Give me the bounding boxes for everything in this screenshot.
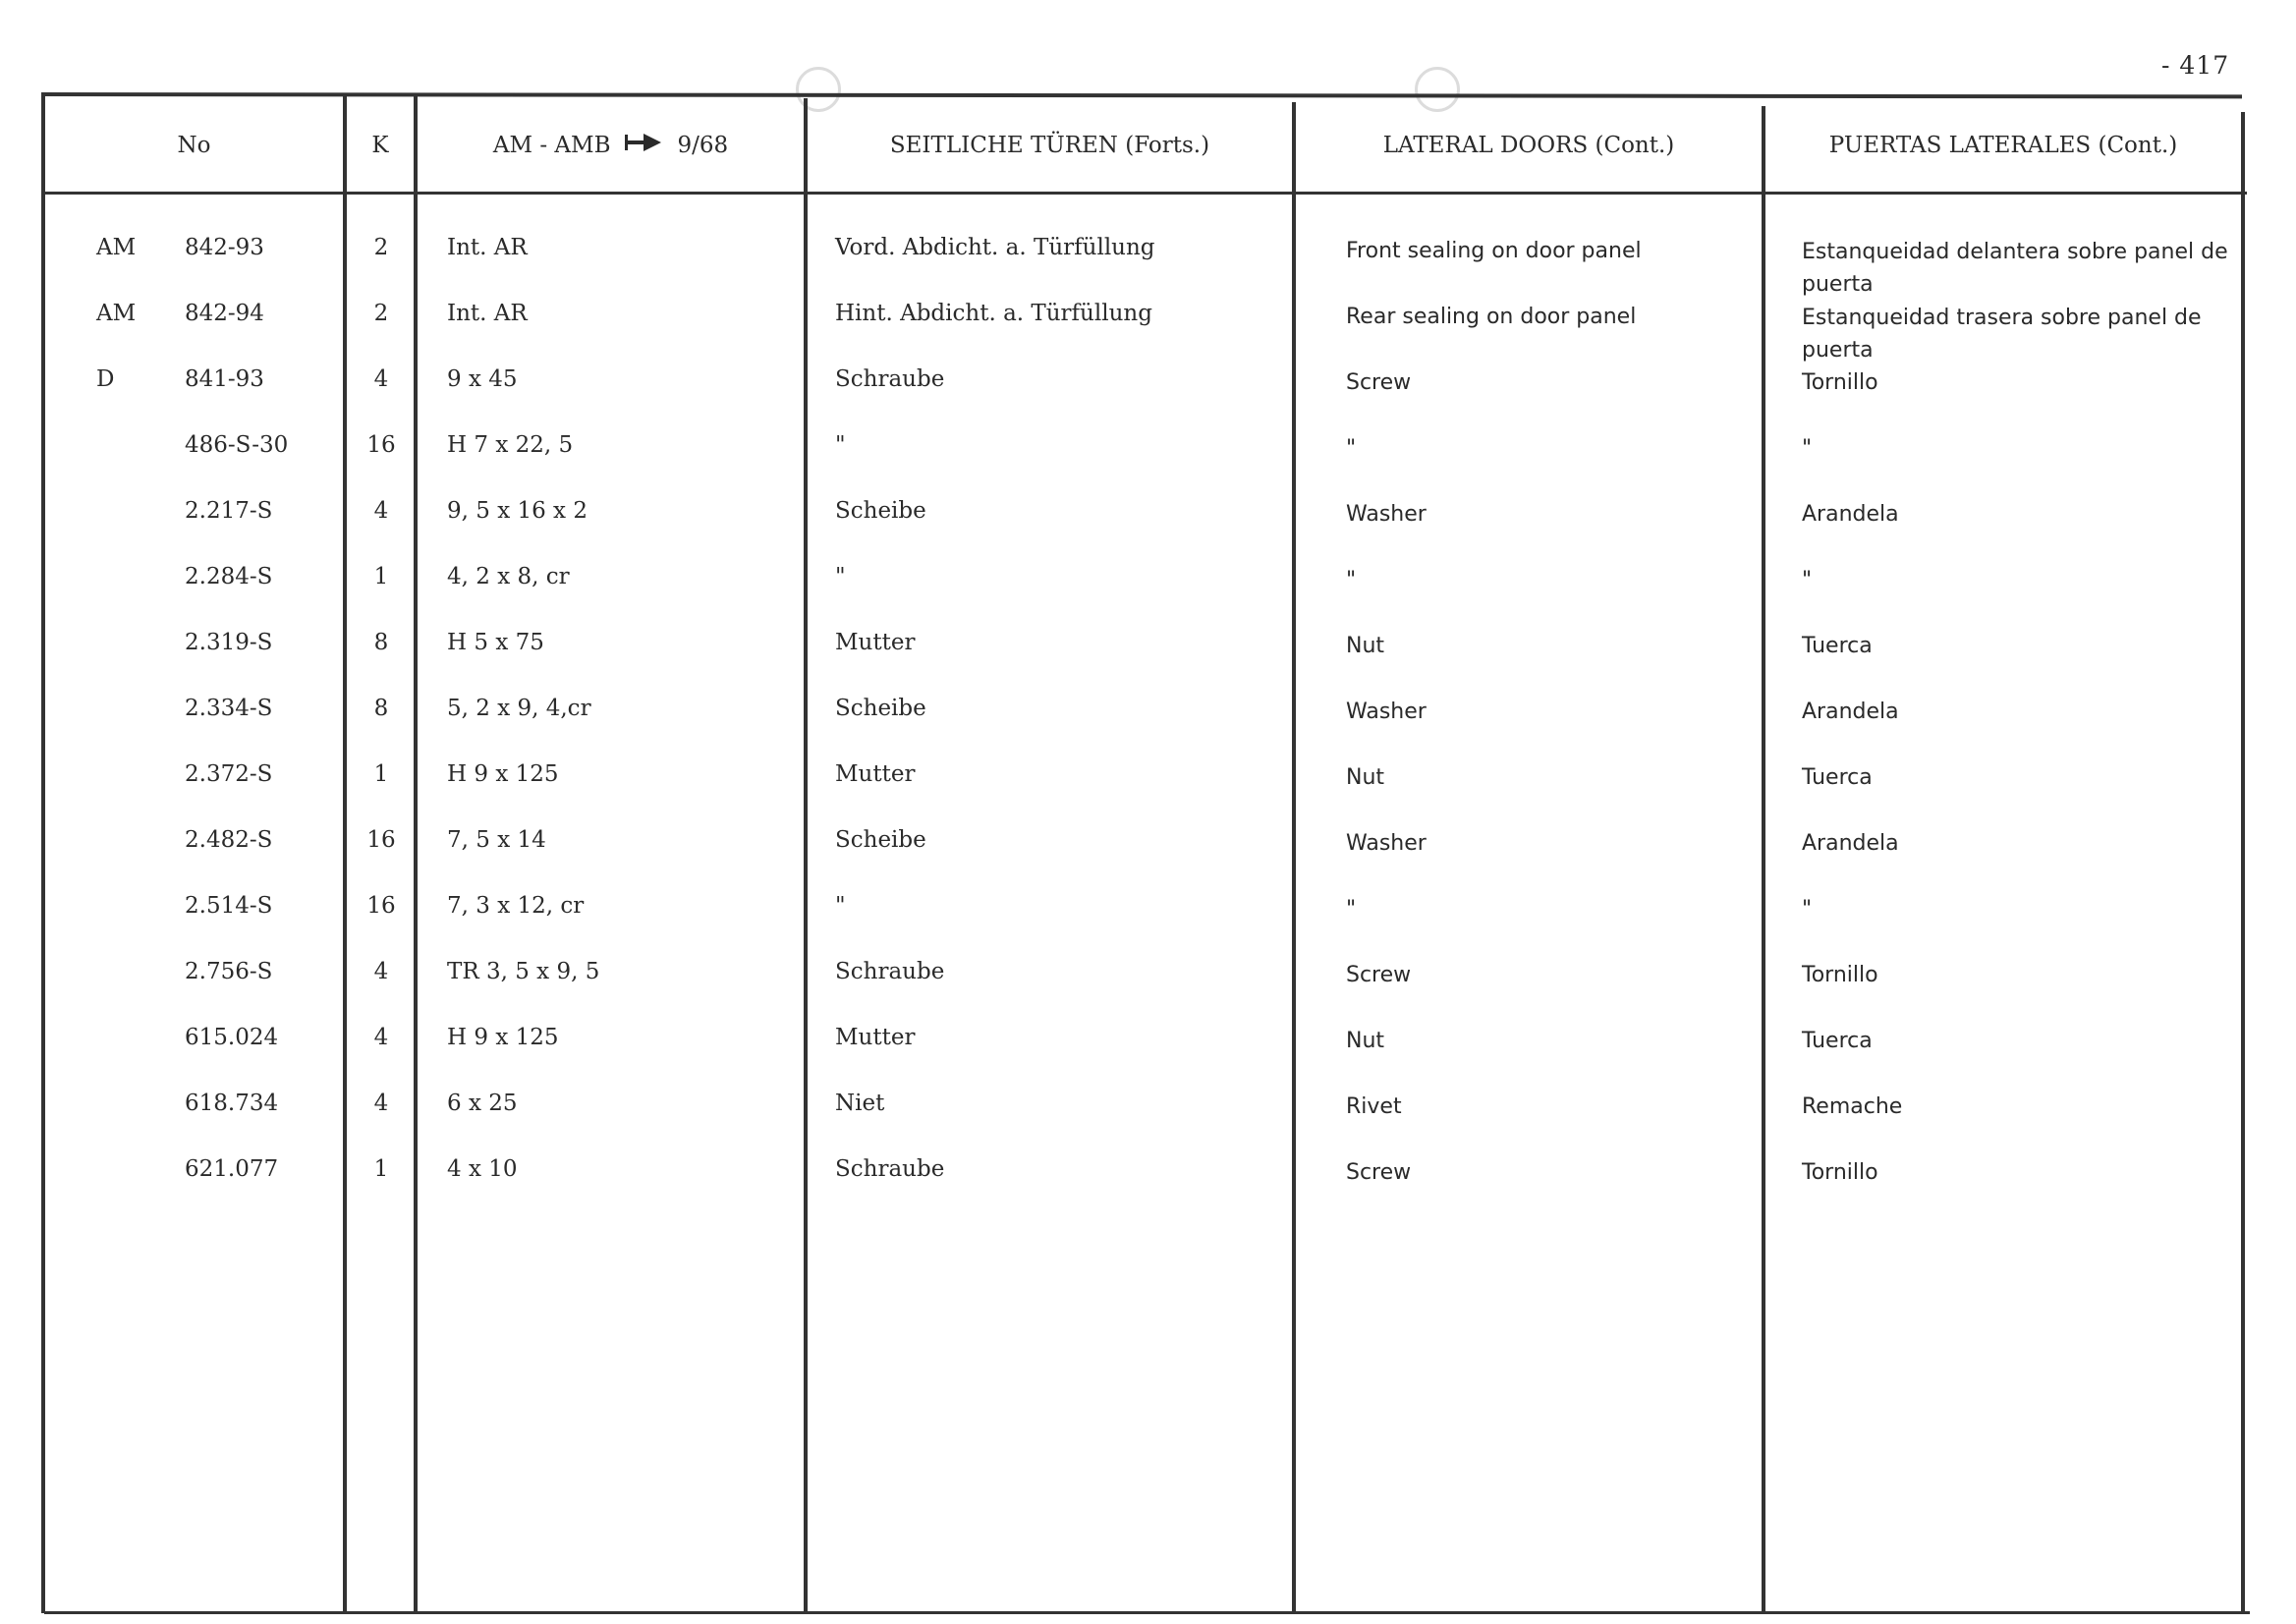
cell-en: " [1346, 568, 1357, 592]
cell-no: 2.372-S [185, 761, 273, 787]
cell-de: Scheibe [835, 827, 926, 853]
cell-en: Nut [1346, 765, 1385, 790]
cell-en: Washer [1346, 502, 1427, 527]
cell-en: " [1346, 897, 1357, 922]
cell-de: Schraube [835, 1156, 945, 1182]
cell-es: Tornillo [1802, 963, 1878, 987]
cell-de: " [835, 564, 846, 589]
cell-en: Washer [1346, 831, 1427, 856]
cell-prefix: D [96, 366, 115, 392]
cell-spec: H 9 x 125 [447, 761, 559, 787]
col-border-left [41, 92, 45, 1613]
cell-k: 16 [366, 893, 396, 919]
cell-spec: 6 x 25 [447, 1091, 518, 1116]
cell-en: Screw [1346, 1160, 1412, 1185]
table-bottom-border [44, 1611, 2250, 1614]
cell-no: 2.284-S [185, 564, 273, 589]
cell-spec: 9, 5 x 16 x 2 [447, 498, 588, 524]
cell-en: Screw [1346, 370, 1412, 395]
cell-de: Scheibe [835, 498, 926, 524]
cell-spec: 5, 2 x 9, 4,cr [447, 696, 591, 721]
cell-no: 842-93 [185, 235, 264, 260]
cell-de: Schraube [835, 959, 945, 984]
cell-no: 841-93 [185, 366, 264, 392]
cell-spec: 7, 5 x 14 [447, 827, 546, 853]
cell-no: 2.334-S [185, 696, 273, 721]
cell-es: " [1802, 897, 1813, 922]
header-es-label: PUERTAS LATERALES (Cont.) [1828, 133, 2178, 158]
cell-no: 2.319-S [185, 630, 273, 655]
header-k [347, 96, 414, 195]
cell-en: Rear sealing on door panel [1346, 305, 1637, 329]
page-number: - 417 [2161, 51, 2230, 80]
cell-spec: 7, 3 x 12, cr [447, 893, 585, 919]
cell-es: Arandela [1802, 700, 1899, 724]
cell-de: Scheibe [835, 696, 926, 721]
cell-no: 618.734 [185, 1091, 279, 1116]
arrow-right-icon [624, 132, 663, 159]
cell-spec: H 9 x 125 [447, 1025, 559, 1050]
cell-k: 1 [373, 564, 389, 589]
cell-spec: H 5 x 75 [447, 630, 544, 655]
cell-no: 2.482-S [185, 827, 273, 853]
cell-es: " [1802, 436, 1813, 461]
cell-spec: 4, 2 x 8, cr [447, 564, 570, 589]
cell-es: Estanqueidad delantera sobre panel de puerta [1802, 240, 2228, 297]
cell-es: Tuerca [1802, 765, 1873, 790]
header-de [808, 96, 1292, 195]
cell-de: Hint. Abdicht. a. Türfüllung [835, 301, 1152, 326]
cell-k: 1 [373, 761, 389, 787]
cell-de: Mutter [835, 630, 916, 655]
cell-de: Niet [835, 1091, 885, 1116]
cell-k: 2 [373, 235, 389, 260]
header-en [1296, 96, 1762, 195]
cell-de: Vord. Abdicht. a. Türfüllung [835, 235, 1155, 260]
cell-spec: TR 3, 5 x 9, 5 [447, 959, 600, 984]
cell-es: Tornillo [1802, 370, 1878, 395]
cell-k: 16 [366, 432, 396, 458]
cell-spec: 9 x 45 [447, 366, 518, 392]
header-k-label: K [371, 133, 389, 158]
cell-en: " [1346, 436, 1357, 461]
cell-no: 615.024 [185, 1025, 279, 1050]
cell-k: 4 [373, 1025, 389, 1050]
col-border-en-es [1762, 106, 1765, 1614]
cell-en: Rivet [1346, 1094, 1402, 1119]
cell-de: " [835, 893, 846, 919]
cell-es: Estanqueidad trasera sobre panel de puerta [1802, 306, 2202, 363]
col-border-k-spec [414, 96, 418, 1614]
cell-k: 4 [373, 366, 389, 392]
col-border-no-k [343, 96, 347, 1614]
cell-k: 16 [366, 827, 396, 853]
header-model [418, 96, 804, 195]
cell-en: Nut [1346, 1029, 1385, 1053]
cell-de: Mutter [835, 761, 916, 787]
cell-spec: Int. AR [447, 301, 528, 326]
header-de-label: SEITLICHE TÜREN (Forts.) [889, 133, 1210, 158]
cell-en: Washer [1346, 700, 1427, 724]
col-border-right [2241, 112, 2245, 1614]
header-model-label: AM - AMB [492, 133, 611, 158]
cell-no: 2.514-S [185, 893, 273, 919]
cell-k: 1 [373, 1156, 389, 1182]
cell-no: 621.077 [185, 1156, 279, 1182]
cell-no: 2.756-S [185, 959, 273, 984]
cell-es: Tornillo [1802, 1160, 1878, 1185]
cell-k: 8 [373, 630, 389, 655]
cell-en: Front sealing on door panel [1346, 239, 1642, 263]
cell-k: 4 [373, 1091, 389, 1116]
cell-spec: 4 x 10 [447, 1156, 518, 1182]
cell-en: Nut [1346, 634, 1385, 658]
cell-k: 2 [373, 301, 389, 326]
cell-en: Screw [1346, 963, 1412, 987]
header-es [1765, 96, 2241, 195]
header-no-label: No [177, 133, 211, 158]
header-model-date: 9/68 [677, 133, 729, 158]
cell-es: " [1802, 568, 1813, 592]
cell-de: Mutter [835, 1025, 916, 1050]
cell-es: Arandela [1802, 831, 1899, 856]
cell-es: Arandela [1802, 502, 1899, 527]
cell-no: 2.217-S [185, 498, 273, 524]
cell-k: 4 [373, 959, 389, 984]
cell-prefix: AM [96, 235, 137, 260]
col-border-spec-de [804, 98, 808, 1614]
cell-spec: H 7 x 22, 5 [447, 432, 574, 458]
cell-no: 486-S-30 [185, 432, 289, 458]
cell-k: 8 [373, 696, 389, 721]
cell-no: 842-94 [185, 301, 264, 326]
cell-k: 4 [373, 498, 389, 524]
cell-de: " [835, 432, 846, 458]
header-en-label: LATERAL DOORS (Cont.) [1382, 133, 1675, 158]
cell-de: Schraube [835, 366, 945, 392]
cell-prefix: AM [96, 301, 137, 326]
header-no [45, 96, 343, 195]
cell-es: Tuerca [1802, 1029, 1873, 1053]
cell-es: Remache [1802, 1094, 1903, 1119]
cell-spec: Int. AR [447, 235, 528, 260]
col-border-de-en [1292, 102, 1296, 1614]
cell-es: Tuerca [1802, 634, 1873, 658]
